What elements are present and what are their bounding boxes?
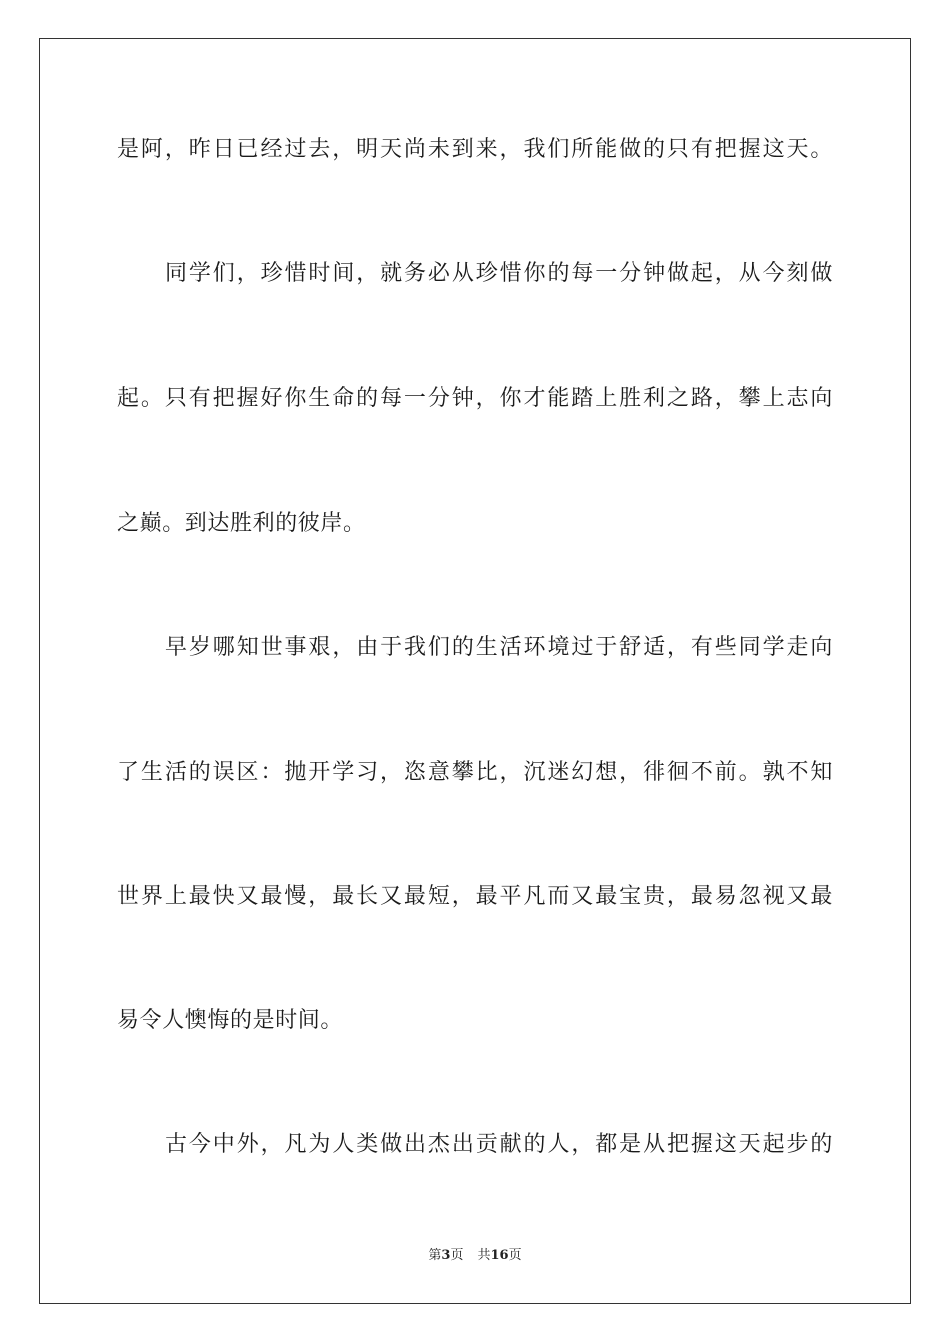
page-number: 第3页 xyxy=(428,1248,464,1263)
paragraph-line-5: 早岁哪知世事艰，由于我们的生活环境过于舒适，有些同学走向 xyxy=(165,635,833,660)
paragraph-line-3: 起。只有把握好你生命的每一分钟，你才能踏上胜利之路，攀上志向 xyxy=(117,386,833,411)
paragraph-line-7: 世界上最快又最慢，最长又最短，最平凡而又最宝贵，最易忽视又最 xyxy=(117,884,833,909)
paragraph-line-6: 了生活的误区：抛开学习，恣意攀比，沉迷幻想，徘徊不前。孰不知 xyxy=(117,760,833,785)
page-footer xyxy=(0,1247,950,1265)
page-total: 共16页 xyxy=(477,1248,522,1263)
paragraph-line-2: 同学们，珍惜时间，就务必从珍惜你的每一分钟做起，从今刻做 xyxy=(165,261,833,286)
page-border xyxy=(39,38,911,1304)
paragraph-line-4: 之巅。到达胜利的彼岸。 xyxy=(117,511,366,536)
paragraph-line-8: 易令人懊悔的是时间。 xyxy=(117,1008,344,1033)
paragraph-line-9: 古今中外，凡为人类做出杰出贡献的人，都是从把握这天起步的 xyxy=(165,1132,833,1157)
paragraph-line-1: 是阿，昨日已经过去，明天尚未到来，我们所能做的只有把握这天。 xyxy=(117,137,833,162)
